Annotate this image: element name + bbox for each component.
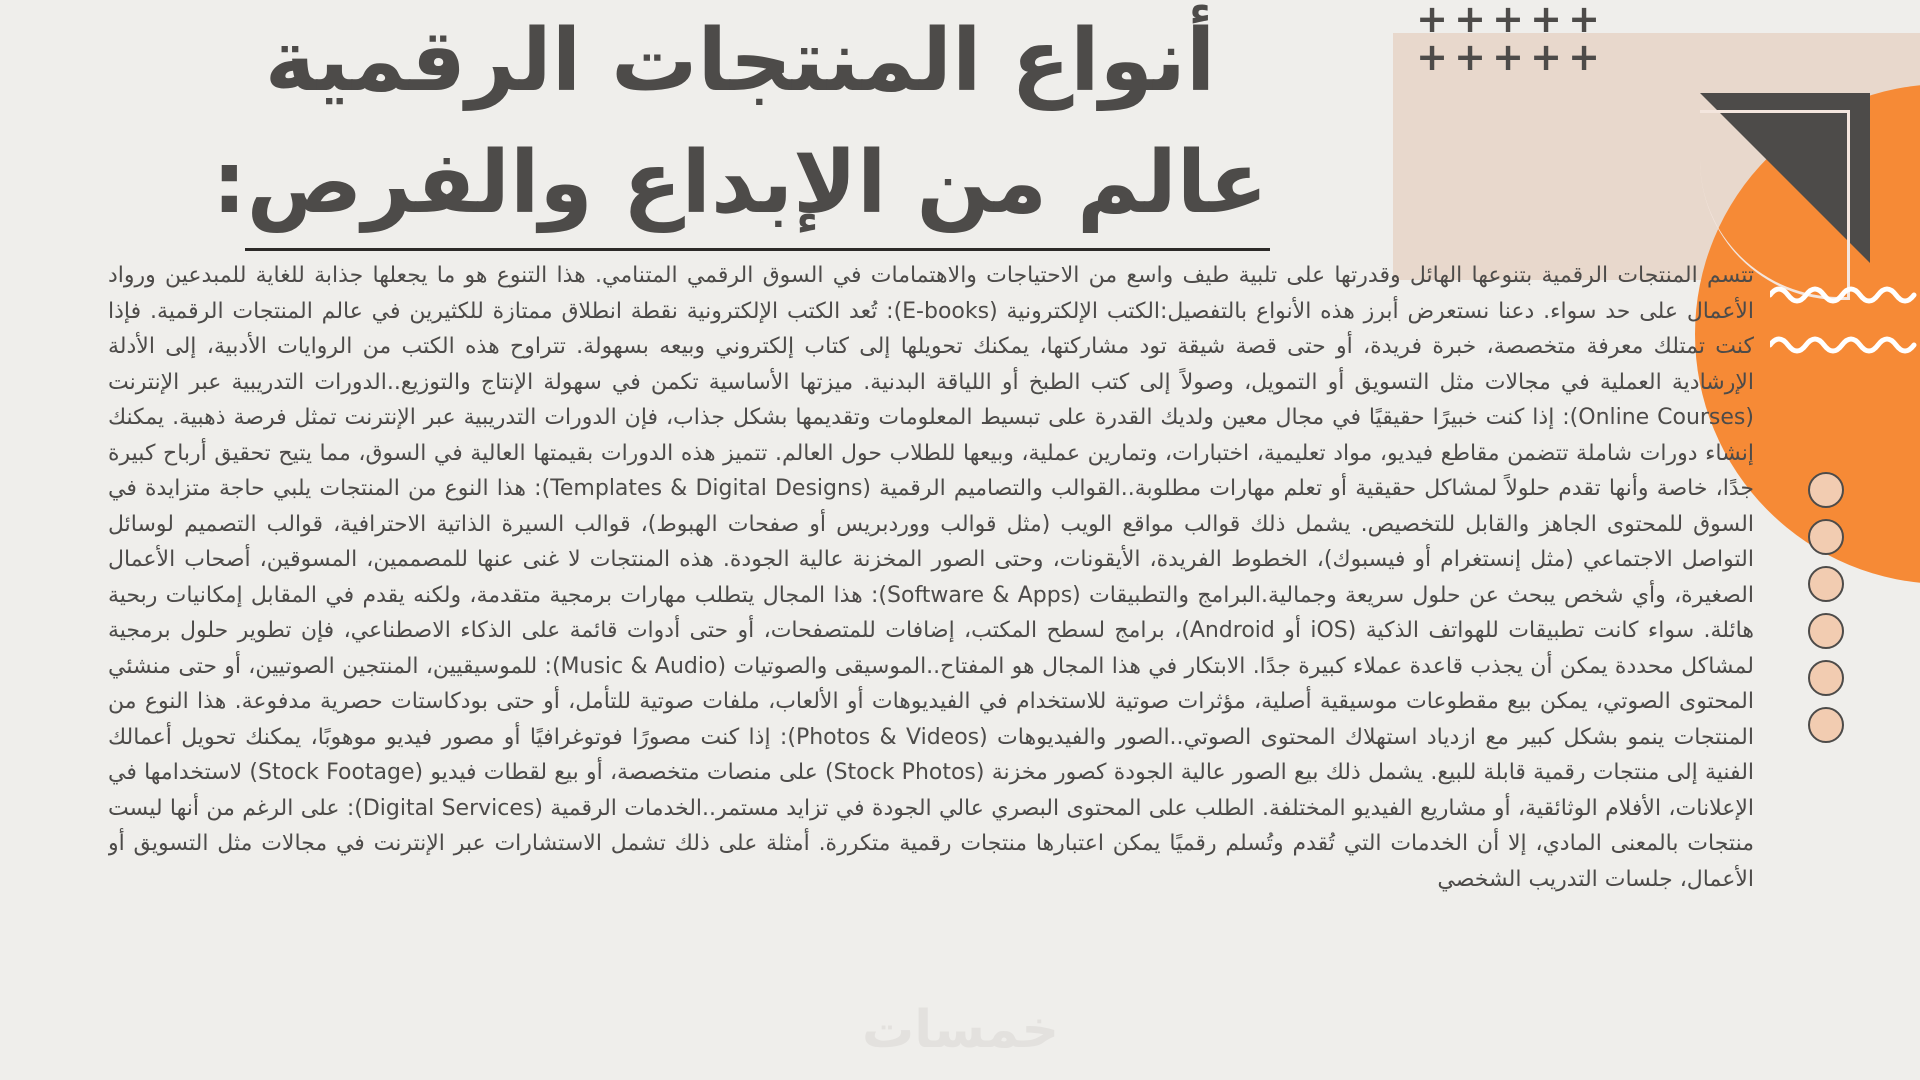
circle-icon [1808,519,1844,555]
plus-icon: + [1568,35,1600,79]
decor-plus-grid [1413,0,1603,79]
body-paragraph: تتسم المنتجات الرقمية بتنوعها الهائل وقدرتها على تلبية طيف واسع من الاحتياجات والاهتمامات في السوق الرقمي المتنامي. هذا التنوع هو ما يجعلها جذابة للغاية للمبدعين ورواد الأعمال على حد سواء. دعنا نستعرض أبرز هذه الأنواع بالتفصيل:الكتب الإلكترونية (E-books): تُعد الكتب الإلكترونية نقطة انطلاق ممتازة للكثيرين في عالم المنتجات الرقمية. فإذا كنت تمتلك معرفة متخصصة، خبرة فريدة، أو حتى قصة شيقة تود مشاركتها، يمكنك تحويلها إلى كتاب إلكتروني وبيعه بسهولة. تتراوح هذه الكتب من الروايات الأدبية، إلى الأدلة الإرشادية العملية في مجالات مثل التسويق أو التمويل، وصولاً إلى كتب الطبخ أو اللياقة البدنية. ميزتها الأساسية تكمن في سهولة الإنتاج والتوزيع..الدورات التدريبية عبر الإنترنت (Online Courses): إذا كنت خبيرًا حقيقيًا في مجال معين ولديك القدرة على تبسيط المعلومات وتقديمها بشكل جذاب، فإن الدورات التدريبية عبر الإنترنت تمثل فرصة ذهبية. يمكنك إنشاء دورات شاملة تتضمن مقاطع فيديو، مواد تعليمية، اختبارات، وتمارين عملية، وبيعها للطلاب حول العالم. تتميز هذه الدورات بقيمتها العالية في السوق، مما يتيح تحقيق أرباح كبيرة جدًا، خاصة وأنها تقدم حلولاً لمشاكل حقيقية أو تعلم مهارات مطلوبة..القوالب والتصاميم الرقمية (Templates & Digital Designs): هذا النوع من المنتجات يلبي حاجة متزايدة في السوق للمحتوى الجاهز والقابل للتخصيص. يشمل ذلك قوالب مواقع الويب (مثل قوالب ووردبريس أو صفحات الهبوط)، قوالب السيرة الذاتية الاحترافية، قوالب التصميم لوسائل التواصل الاجتماعي (مثل إنستغرام أو فيسبوك)، الخطوط الفريدة، الأيقونات، وحتى الصور المخزنة عالية الجودة. هذه المنتجات لا غنى عنها للمصممين، المسوقين، أصحاب الأعمال الصغيرة، وأي شخص يبحث عن حلول سريعة وجمالية.البرامج والتطبيقات (Software & Apps): هذا المجال يتطلب مهارات برمجية متقدمة، ولكنه يقدم في المقابل إمكانيات ربحية هائلة. سواء كانت تطبيقات للهواتف الذكية (iOS أو Android)، برامج لسطح المكتب، إضافات للمتصفحات، أو حتى أدوات قائمة على الذكاء الاصطناعي، فإن تطوير حلول برمجية لمشاكل محددة يمكن أن يجذب قاعدة عملاء كبيرة جدًا. الابتكار في هذا المجال هو المفتاح..الموسيقى والصوتيات (Music & Audio): للموسيقيين، المنتجين الصوتيين، أو حتى منشئي المحتوى الصوتي، يمكن بيع مقطوعات موسيقية أصلية، مؤثرات صوتية للاستخدام في الفيديوهات أو الألعاب، ملفات صوتية للتأمل، أو حتى بودكاستات حصرية مدفوعة. هذا النوع من المنتجات ينمو بشكل كبير مع ازدياد استهلاك المحتوى الصوتي..الصور والفيديوهات (Photos & Videos): إذا كنت مصورًا فوتوغرافيًا أو مصور فيديو موهوبًا، يمكنك تحويل أعمالك الفنية إلى منتجات رقمية قابلة للبيع. يشمل ذلك بيع الصور عالية الجودة كصور مخزنة (Stock Photos) على منصات متخصصة، أو بيع لقطات فيديو (Stock Footage) لاستخدامها في الإعلانات، الأفلام الوثائقية، أو مشاريع الفيديو المختلفة. الطلب على المحتوى البصري عالي الجودة في تزايد مستمر..الخدمات الرقمية (Digital Services): على الرغم من أنها ليست منتجات بالمعنى المادي، إلا أن الخدمات التي تُقدم وتُسلم رقميًا يمكن اعتبارها منتجات رقمية متكررة. أمثلة على ذلك تشمل الاستشارات عبر الإنترنت في مجالات مثل التسويق أو الأعمال، جلسات التدريب الشخصي [108,263,1754,892]
circle-icon [1808,707,1844,743]
title-line-1: أنواع المنتجات الرقمية [264,11,1216,111]
plus-icon: + [1492,35,1524,79]
title-line-2: عالم من الإبداع والفرص: [212,133,1268,233]
plus-icon: + [1492,0,1524,41]
wave-line-icon [1770,289,1914,301]
decor-wavy-lines [1770,265,1920,385]
plus-icon: + [1416,0,1448,41]
title-underline [245,248,1270,251]
decor-circle-column [1808,472,1848,742]
plus-icon: + [1530,35,1562,79]
circle-icon [1808,613,1844,649]
plus-icon: + [1530,0,1562,41]
plus-icon: + [1416,35,1448,79]
page-title [210,0,1270,244]
plus-icon: + [1454,0,1486,41]
watermark-logo: خمسات [861,1000,1060,1060]
circle-icon [1808,472,1844,508]
wave-line-icon [1770,339,1914,351]
plus-icon: + [1568,0,1600,41]
circle-icon [1808,660,1844,696]
circle-icon [1808,566,1844,602]
plus-icon: + [1454,35,1486,79]
